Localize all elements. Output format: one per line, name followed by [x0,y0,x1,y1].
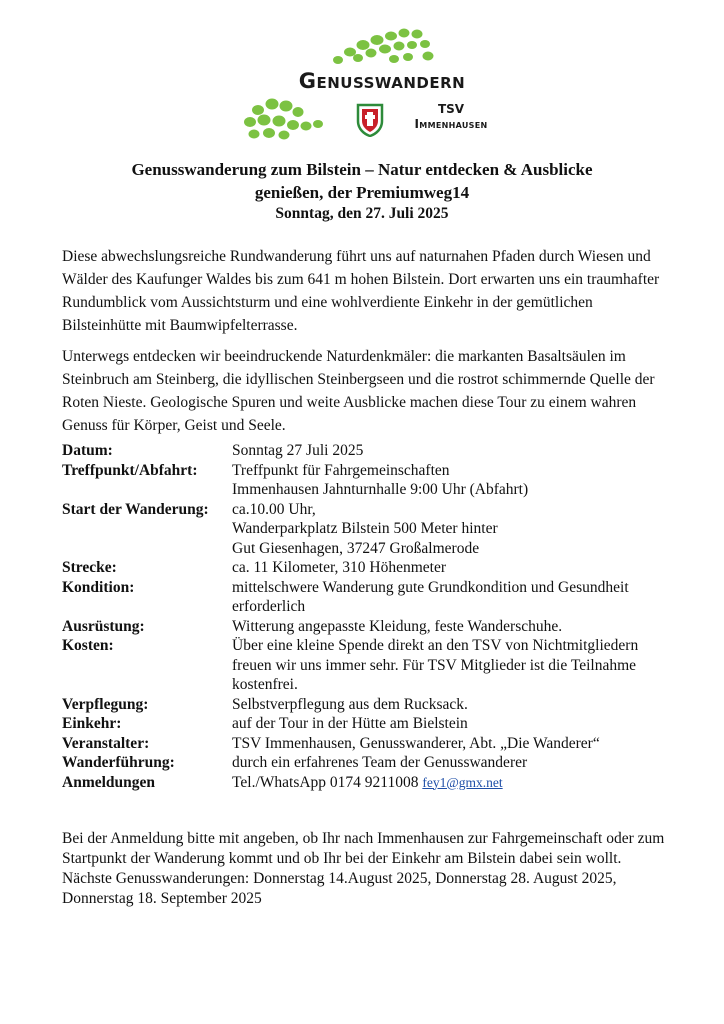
detail-row [62,636,682,695]
detail-row [62,578,682,617]
detail-value-line: Über eine kleine Spende direkt an den TSV von Nichtmitgliedern [232,637,639,654]
detail-value-line: ca.10.00 Uhr, [232,500,316,518]
detail-value [232,753,682,773]
detail-row [62,753,682,773]
detail-label: Ausrüstung: [62,617,145,635]
detail-value [232,578,682,617]
closing-text [62,829,672,909]
detail-value-line: Treffpunkt für Fahrgemeinschaften [232,461,450,479]
detail-row [62,461,682,500]
intro-paragraph-2: Unterwegs entdecken wir beeindruckende Naturdenkmäler: die markanten Basaltsäulen im Steinbruch am Steinberg, die idyllischen Steinbergseen und die rostrot schimmernde Quelle der Roten Nieste. Geologische Spuren und weite Ausblicke machen diese Tour zu einem wahren Genuss für Körper, Geist und Seele. [62,348,655,434]
detail-row [62,500,682,559]
detail-value-line: mittelschwere Wanderung gute Grundkondition und Gesundheit [232,578,629,596]
logo-wordmark: Genusswandern [298,69,466,93]
detail-value-line: kostenfrei. [232,676,298,693]
page-title [60,158,664,224]
detail-value [232,617,682,637]
detail-value [232,695,682,715]
detail-row [62,441,682,461]
detail-value-line: ca. 11 Kilometer, 310 Höhenmeter [232,559,447,576]
club-name-line2: Immenhausen [414,117,488,131]
detail-value-line: TSV Immenhausen, Genusswanderer, Abt. „Die Wanderer“ [232,734,600,752]
detail-value-line: Witterung angepasste Kleidung, feste Wanderschuhe. [232,617,563,635]
detail-value [232,714,682,734]
detail-value-line: Sonntag 27 Juli 2025 [232,442,364,459]
detail-value [232,636,682,695]
detail-value-line: Gut Giesenhagen, 37247 Großalmerode [232,539,480,557]
detail-row [62,558,682,578]
detail-value-line: Selbstverpflegung aus dem Rucksack. [232,695,468,713]
detail-label: Kondition: [62,578,135,596]
detail-row [62,734,682,754]
detail-value-line: freuen wir uns immer sehr. Für TSV Mitglieder ist die Teilnahme [232,656,637,674]
detail-label: Kosten: [62,637,114,654]
detail-label: Datum: [62,442,113,459]
genusswandern-logo [228,22,518,142]
event-details [62,441,682,792]
closing-paragraph-1: Bei der Anmeldung bitte mit angeben, ob Ihr nach Immenhausen zur Fahrgemeinschaft oder zum Startpunkt der Wanderung kommt und ob Ihr bei der Einkehr am Bilstein dabei sein wollt. [62,830,665,867]
registration-label: Anmeldungen [62,773,156,791]
detail-label: Wanderführung: [62,754,175,771]
detail-label: Einkehr: [62,715,122,732]
detail-value-line: Wanderparkplatz Bilstein 500 Meter hinter [232,520,498,537]
detail-value [232,441,682,461]
detail-value-line: durch ein erfahrenes Team der Genusswanderer [232,754,528,771]
detail-label: Veranstalter: [62,734,150,752]
club-name [396,102,506,132]
detail-label: Start der Wanderung: [62,500,209,518]
title-line-1: Genusswanderung zum Bilstein – Natur entdecken & Ausblicke [131,160,593,179]
next-hikes: Nächste Genusswanderungen: Donnerstag 14.August 2025, Donnerstag 28. August 2025, Donnerstag 18. September 2025 [62,870,617,907]
event-date: Sonntag, den 27. Juli 2025 [275,205,449,222]
detail-row [62,617,682,637]
detail-value [232,500,682,559]
detail-label: Strecke: [62,559,117,576]
detail-value [232,558,682,578]
detail-label: Treffpunkt/Abfahrt: [62,461,198,479]
detail-row [62,714,682,734]
registration-row [62,773,682,793]
email-link[interactable]: fey1@gmx.net [422,774,503,790]
detail-value-line: auf der Tour in der Hütte am Bielstein [232,715,468,732]
club-crest-icon [356,103,384,137]
detail-row [62,695,682,715]
detail-value-line: erforderlich [232,598,306,615]
registration-phone: Tel./WhatsApp 0174 9211008 [232,773,419,791]
detail-value-line: Immenhausen Jahnturnhalle 9:00 Uhr (Abfahrt) [232,481,529,498]
club-name-line1: TSV [437,102,465,116]
detail-value [232,734,682,754]
detail-label: Verpflegung: [62,695,149,713]
registration-value [232,773,682,793]
title-line-2: genießen, der Premiumweg14 [254,183,470,202]
intro-paragraph-1: Diese abwechslungsreiche Rundwanderung führt uns auf naturnahen Pfaden durch Wiesen und Wälder des Kaufunger Waldes bis zum 641 m hohen Bilstein. Dort erwarten uns ein traumhafter Rundumblick vom Aussichtsturm und eine wohlverdiente Einkehr in der gemütlichen Bilsteinhütte mit Baumwipfelterrasse. [62,248,660,334]
detail-value [232,461,682,500]
